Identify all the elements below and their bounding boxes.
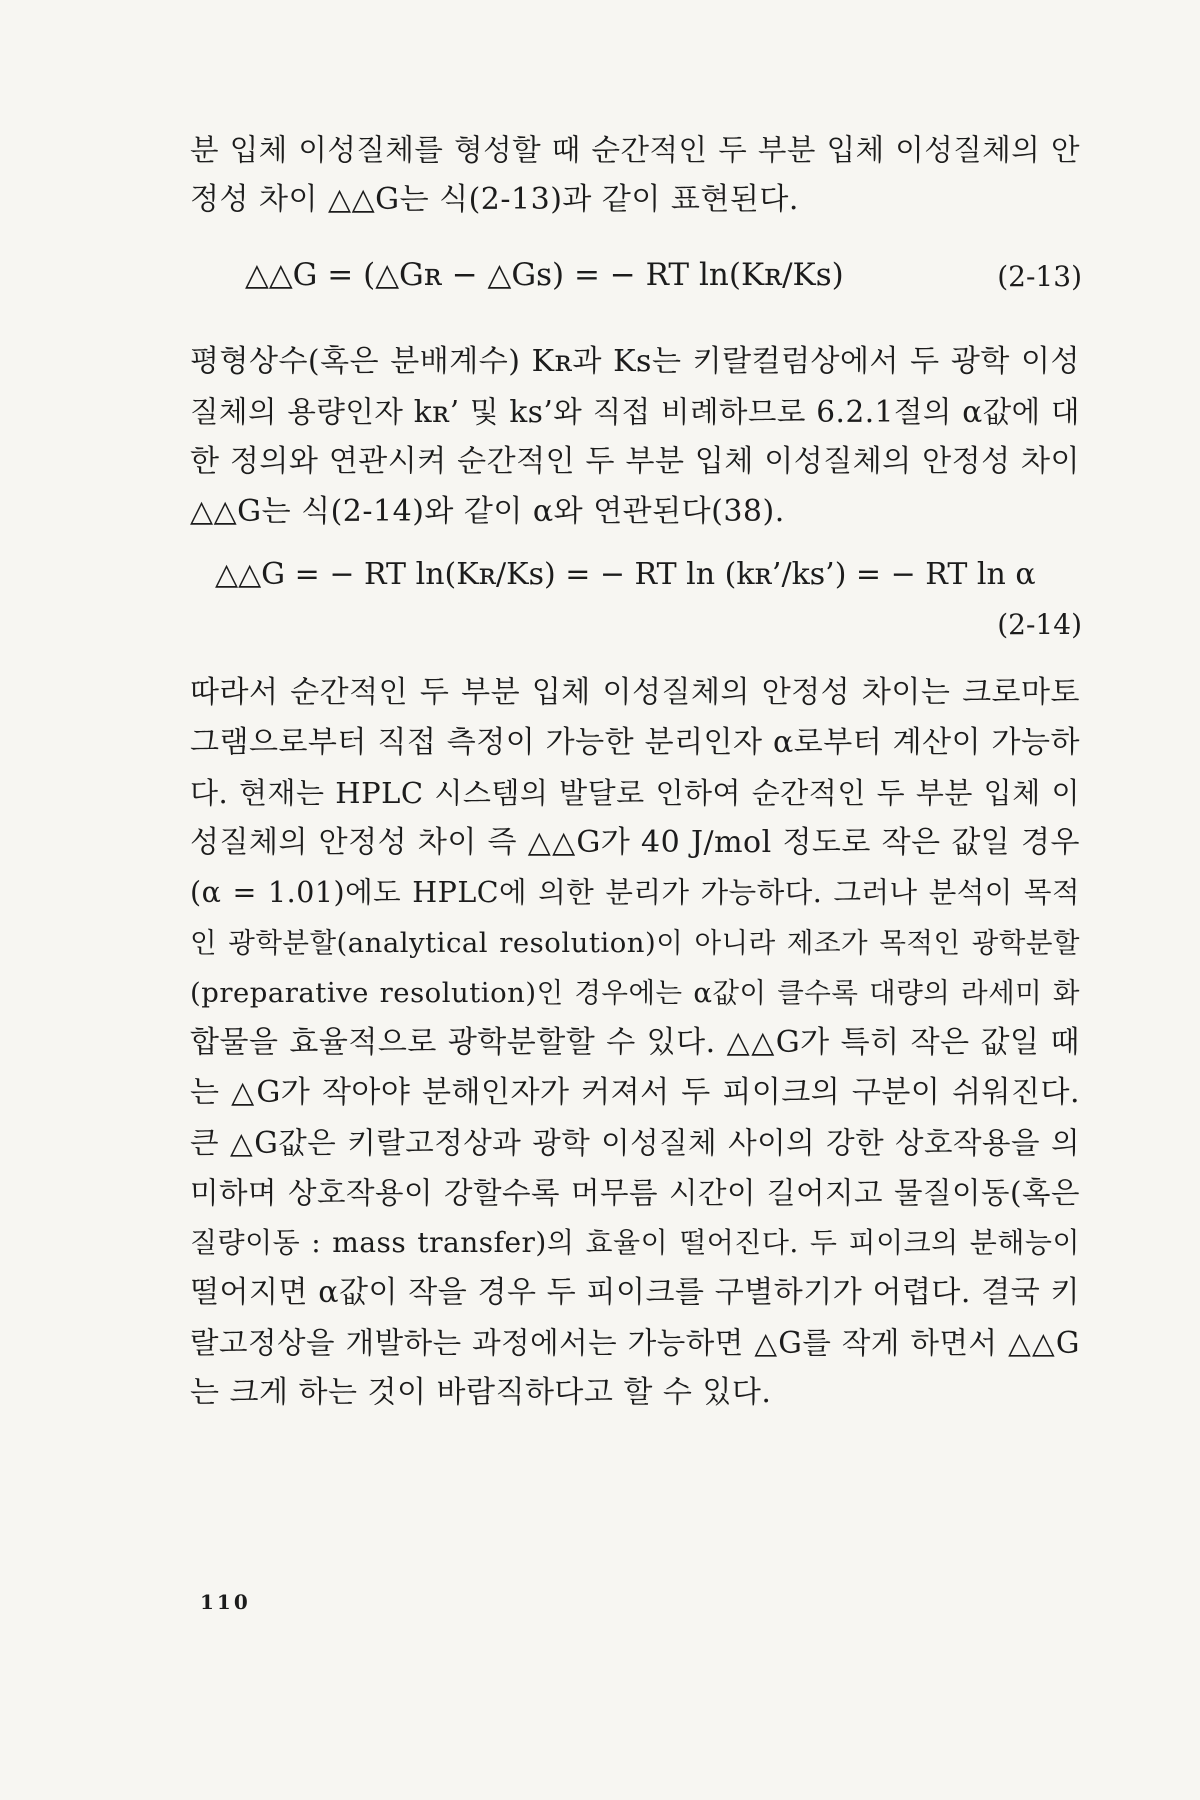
text-line: 따라서 순간적인 두 부분 입체 이성질체의 안정성 차이는 크로마토 <box>190 675 1080 710</box>
text-line: 그램으로부터 직접 측정이 가능한 분리인자 α로부터 계산이 가능하 <box>190 725 1080 760</box>
equation-2-14: △△G = − RT ln(Kʀ/Kꜱ) = − RT ln (kʀ’/kꜱ’) = − RT ln α <box>215 557 1036 592</box>
text-line: 정성 차이 △△G는 식(2-13)과 같이 표현된다. <box>190 182 799 217</box>
text-line: 한 정의와 연관시켜 순간적인 두 부분 입체 이성질체의 안정성 차이 <box>190 444 1080 479</box>
text-line: 는 △G가 작아야 분해인자가 커져서 두 피이크의 구분이 쉬워진다. <box>190 1075 1080 1110</box>
page-number: 110 <box>200 1590 251 1614</box>
text-line: 랄고정상을 개발하는 과정에서는 가능하면 △G를 작게 하면서 △△G <box>190 1326 1080 1360</box>
paragraph-1 <box>190 125 1080 225</box>
text-line: (α = 1.01)에도 HPLC에 의한 분리가 가능하다. 그러나 분석이 목적 <box>190 876 1080 909</box>
text-line: 다. 현재는 HPLC 시스템의 발달로 인하여 순간적인 두 부분 입체 이 <box>190 776 1080 810</box>
text-line: (preparative resolution)인 경우에는 α값이 클수록 대량의 라세미 화 <box>190 977 1080 1009</box>
text-line: △△G는 식(2-14)와 같이 α와 연관된다(38). <box>190 494 785 529</box>
text-line: 합물을 효율적으로 광학분할할 수 있다. △△G가 특히 작은 값일 때 <box>190 1025 1080 1060</box>
text-line: 미하며 상호작용이 강할수록 머무름 시간이 길어지고 물질이동(혹은 <box>190 1176 1080 1210</box>
equation-number-2-13: (2-13) <box>997 260 1082 293</box>
text-line: 큰 △G값은 키랄고정상과 광학 이성질체 사이의 강한 상호작용을 의 <box>190 1126 1080 1160</box>
equation-2-13: △△G = (△Gʀ − △Gꜱ) = − RT ln(Kʀ/Kꜱ) <box>245 257 844 293</box>
paragraph-3 <box>190 668 1080 1418</box>
text-line: 는 크게 하는 것이 바람직하다고 할 수 있다. <box>190 1375 772 1410</box>
text-line: 평형상수(혹은 분배계수) Kʀ과 Kꜱ는 키랄컬럼상에서 두 광학 이성 <box>190 344 1080 379</box>
text-line: 떨어지면 α값이 작을 경우 두 피이크를 구별하기가 어렵다. 결국 키 <box>190 1275 1080 1310</box>
text-line: 성질체의 안정성 차이 즉 △△G가 40 J/mol 정도로 작은 값일 경우 <box>190 825 1080 860</box>
text-line: 분 입체 이성질체를 형성할 때 순간적인 두 부분 입체 이성질체의 안 <box>190 133 1080 167</box>
text-line: 인 광학분할(analytical resolution)이 아니라 제조가 목적인 광학분할 <box>190 927 1080 959</box>
text-line: 질체의 용량인자 kʀ’ 및 kꜱ’와 직접 비례하므로 6.2.1절의 α값에 대 <box>190 395 1080 429</box>
equation-number-2-14: (2-14) <box>997 608 1082 641</box>
paragraph-2 <box>190 337 1080 537</box>
text-line: 질량이동 : mass transfer)의 효율이 떨어진다. 두 피이크의 분해능이 <box>190 1226 1080 1259</box>
